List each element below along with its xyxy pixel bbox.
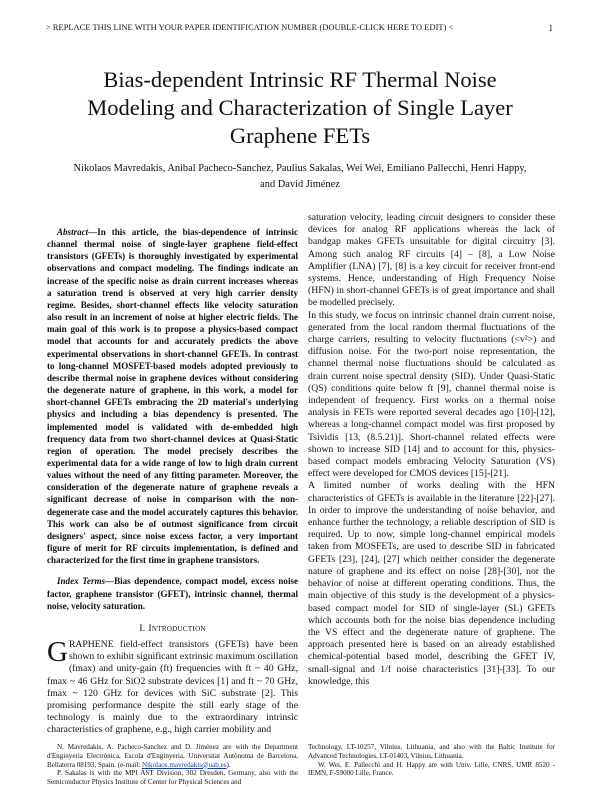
body-paragraph: A limited number of works dealing with the HFN characteristics of GFETs is available in the literature [22]-[27]. In order to improve the understanding of noise behavior, and enhance further the technology, a reliable description of SID is required. Up to now, simple long-channel empirical models taken from MOSFETs, are used to describe SID in fabricated GFETs [23], [24], [27] which neither consider the degenerate nature of graphene and its effect on noise [28]-[30], nor the behavior of noise at different operating conditions. Thus, the main objective of this study is the development of a physics-based compact model for SID of single-layer (SL) GFETs which accounts both for the noise bias dependence including the VS effect and the degenerate nature of graphene. The approach presented here is based on an already established chemical-potential based model, describing the GFET IV, small-signal and 1/f noise characteristics [31]-[33]. To our knowledge, this: [308, 480, 555, 687]
footnote-affiliation: W. Wei, E. Pallecchi and H. Happy are with Univ. Lille, CNRS, UMR 8520 - IEMN, F-59000 Lille, France.: [308, 760, 555, 778]
author-list: Nikolaos Mavredakis, Anibal Pacheco-Sanchez, Paulius Sakalas, Wei Wei, Emiliano Pallecchi, Henri Happy, and David Jiménez: [73, 163, 527, 190]
section-heading-introduction: [47, 623, 298, 635]
index-terms-text: —Bias dependence, compact model, excess noise factor, graphene transistor (GFET), intrinsic channel, thermal noise, velocity saturation.: [47, 576, 299, 611]
footnote-affiliation: [47, 743, 298, 769]
intro-paragraph: [47, 636, 298, 737]
footnotes-left: [47, 743, 298, 787]
intro-text: RAPHENE field-effect transistors (GFETs) have been shown to exhibit significant extrinsic maximum oscillation (fmax) and unity-gain (ft) frequencies with ft ~ 40 GHz, fmax ~ 46 GHz for SiO2 substrate devices [1] and ft ~ 70 GHz, fmax ~ 120 GHz for devices with SiC substrate [2]. This promising performance despite the still early stage of the technology is mainly due to the extraordinary intrinsic characteristics of graphene, e.g., high carrier mobility and: [47, 639, 298, 736]
abstract-lead: Abstract: [57, 227, 89, 237]
left-column: [47, 226, 298, 737]
author-email-link[interactable]: Nikolaos.mavredakis@uab.es: [141, 760, 227, 769]
body-paragraph: In this study, we focus on intrinsic channel drain current noise, generated from the local random thermal fluctuations of the charge carriers, resulting to velocity fluctuations (<v²>) and diffusion noise. For the two-port noise representation, the channel thermal noise fluctuations should be calculated as drain current noise spectral density (SID). Under Quasi-Static (QS) conditions quite below ft [9], channel thermal noise is independent of frequency. First works on a thermal noise analysis in FETs were reported several decades ago [10]-[12], whereas a long-channel compact model was first proposed by Tsividis [13, (8.5.21)]. Short-channel related effects were shown to increase SID [14] and to account for this, physics-based compact models embracing Velocity Saturation (VS) effect were developed for CMOS devices [15]-[21].: [308, 309, 555, 480]
paper-id-placeholder[interactable]: > REPLACE THIS LINE WITH YOUR PAPER IDENTIFICATION NUMBER (DOUBLE-CLICK HERE TO EDIT) <: [46, 23, 454, 32]
index-terms: [47, 575, 298, 611]
paper-title: Bias-dependent Intrinsic RF Thermal Noise Modeling and Characterization of Single Layer Graphene FETs: [87, 67, 513, 148]
footnote-text: N. Mavredakis, A. Pacheco-Sanchez and D. Jiménez are with the Department d'Enginyeria Electrònica, Escola d'Enginyeria, Universitat Autònoma de Barcelona, Bellaterra 08193, Spain. (e-mail:: [47, 743, 298, 769]
index-terms-lead: Index Terms: [57, 576, 106, 587]
section-number: I.: [139, 622, 146, 634]
right-column: [308, 212, 555, 688]
section-title: Introduction: [148, 622, 206, 634]
footnote-text-end: ).: [226, 760, 231, 769]
footnote-affiliation: P. Sakalas is with the MPI AST Division, 302 Dresden, Germany, also with the Semiconductor Physics Institute of Center for Physical Sciences and: [47, 769, 298, 787]
footnotes-right: [308, 743, 555, 778]
footnote-affiliation: Technology, LT-10257, Vilnius, Lithuania, and also with the Baltic Institute for Advanced Technologies, LT-01403, Vilnius, Lithuania.: [308, 743, 555, 760]
body-paragraph: saturation velocity, leading circuit designers to consider these devices for analog RF applications whereas the lack of bandgap makes GFETs unsuitable for digital circuitry [3]. Among such analog RF circuits [4] – [8], a Low Noise Amplifier (LNA) [7], [8] is a key circuit for receiver front-end systems. Hence, understanding of High Frequency Noise (HFN) in short-channel GFETs is of great importance and shall be modelled precisely.: [308, 212, 555, 309]
abstract-text: —In this article, the bias-dependence of intrinsic channel thermal noise of single-layer graphene field-effect transistors (GFETs) is thoroughly investigated by experimental observations and compact modeling. The findings indicate an increase of the specific noise as drain current increases whereas a saturation trend is observed at very high carrier density regime. Besides, short-channel effects like velocity saturation also result in an increment of noise at higher electric fields. The main goal of this work is to propose a physics-based compact model that accounts for and accurately predicts the above experimental observations in short-channel GFETs. In contrast to long-channel MOSFET-based models adopted previously to describe thermal noise in graphene devices without considering the degenerate nature of graphene, in this work, a model for short-channel GFETs embracing the 2D material's underlying physics and including a bias dependency is presented. The implemented model is validated with de-embedded high frequency data from two short-channel devices at Quasi-Static region of operation. The model precisely describes the experimental data for a wide range of low to high drain current values without the need of any fitting parameter. Moreover, the consideration of the degenerate nature of graphene reveals a significant decrease of noise in comparison with the non-degenerate case and the model accurately captures this behavior. This work can also be of outmost significance from circuit designers' aspect, since noise excess factor, a very important figure of merit for RF circuits implementation, is defined and characterized for the first time in graphene transistors.: [47, 227, 298, 566]
abstract: [47, 226, 298, 566]
page-header: [46, 23, 553, 35]
page-number: 1: [548, 23, 553, 33]
drop-cap: G: [47, 636, 68, 669]
